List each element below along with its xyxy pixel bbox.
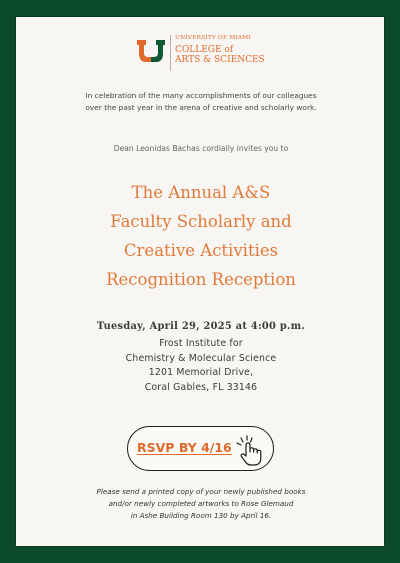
note-line1: Please send a printed copy of your newly published books xyxy=(96,487,306,496)
college-name xyxy=(175,45,265,65)
title-line2: Faculty Scholarly and xyxy=(110,212,292,231)
event-venue xyxy=(36,337,366,395)
title-line1: The Annual A&S xyxy=(131,183,271,202)
u-logo-icon xyxy=(137,37,165,63)
university-logo xyxy=(137,35,297,73)
intro-line2: over the past year in the arena of creative and scholarly work. xyxy=(85,103,317,112)
university-name: UNIVERSITY OF MIAMI xyxy=(175,35,251,41)
note-line2: and/or newly completed artworks to Rose Glemaud xyxy=(108,499,294,508)
rsvp-button[interactable] xyxy=(127,426,274,471)
pointer-hand-icon xyxy=(235,435,269,467)
college-line1: COLLEGE of xyxy=(175,45,234,55)
logo-divider xyxy=(170,35,171,71)
address-line2: Coral Gables, FL 33146 xyxy=(144,381,258,393)
intro-line1: In celebration of the many accomplishments of our colleagues xyxy=(85,91,317,100)
note-line3: in Ashe Building Room 130 by April 16. xyxy=(130,511,272,520)
event-title xyxy=(36,178,366,294)
title-line4: Recognition Reception xyxy=(106,270,296,289)
submission-note xyxy=(36,486,366,522)
venue-line2: Chemistry & Molecular Science xyxy=(125,352,277,364)
invitation-card xyxy=(15,16,385,547)
intro-text xyxy=(36,90,366,114)
rsvp-label: RSVP BY 4/16 xyxy=(137,440,232,455)
college-line2: ARTS & SCIENCES xyxy=(175,55,265,65)
venue-line1: Frost Institute for xyxy=(159,338,243,349)
dean-invitation: Dean Leonidas Bachas cordially invites you to xyxy=(113,144,289,153)
address-line1: 1201 Memorial Drive, xyxy=(148,367,254,378)
event-date-time: Tuesday, April 29, 2025 at 4:00 p.m. xyxy=(96,321,306,332)
title-line3: Creative Activities xyxy=(123,241,279,260)
